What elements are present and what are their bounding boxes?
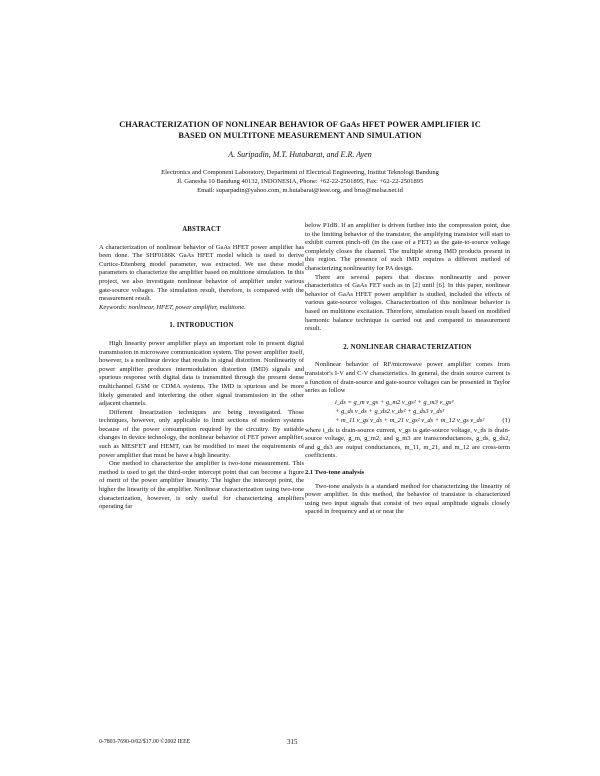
paper-title-line-1: CHARACTERIZATION OF NONLINEAR BEHAVIOR OF GaAs HFET POWER AMPLIFIER IC bbox=[119, 120, 481, 129]
abstract-heading: ABSTRACT bbox=[182, 226, 221, 233]
ieee-copyright-code: 0-7803-7690-0/02/$17.00 ©2002 IEEE bbox=[99, 739, 191, 745]
taylor-series-equation bbox=[305, 398, 510, 425]
equation-line-2: + g_ds v_ds + g_ds2 v_ds² + g_ds3 v_ds³ bbox=[335, 407, 445, 415]
equation-line-3: + m_11 v_gs v_ds + m_21 v_gs² v_ds + m_12 v_gs v_ds² bbox=[335, 416, 485, 424]
nonlinear-characterization-heading: 2. NONLINEAR CHARACTERIZATION bbox=[343, 343, 472, 351]
paper-title-line-2: BASED ON MULTITONE MEASUREMENT AND SIMULATION bbox=[178, 131, 422, 140]
intro-paragraph-2: Different linearization techniques are being investigated. Those techniques, however, only applicable to limit sections of modern systems because of the power consumption required by the circuitry. By suitable changes in device technology, the nonlinear behavior of FET power amplifier, such as MESFET and HEMT, can be modified to meet the requirements of power amplifier that must be have a high linearity. bbox=[99, 408, 304, 459]
author-emails: Email: suparpadin@yahoo.com, m.hutabarat@ieee.org, and brus@melsa.net.id bbox=[197, 187, 403, 194]
right-paragraph-2: There are several papers that discuss nonlinearity and power characteristics of GaAs FET such as in [2] until [6]. In this paper, nonlinear behavior of GaAs HFET power amplifier is studied, included the effects of various gate-source voltages. Characterization of this nonlinear behavior is based on multitone excitation. Therefore, simulation result based on modified harmonic balance technique is carried out and compared to measurement result. bbox=[305, 273, 510, 333]
two-tone-paragraph: Two-tone analysis is a standard method for characterizing the linearity of power amplifier. In this method, the behavior of transistor is characterized using two input signals that consist of two equal amplitude signals closely spaced in frequency and at or near the bbox=[305, 482, 510, 516]
intro-paragraph-3: One method to characterize the amplifier is two-tone measurement. This method is used to get the third-order intercept point that can become a figure of merit of the power amplifier linearity. The higher the intercept point, the higher the linearity of the amplifier. Nonlinear characterization using two-tone characterization, however, is only useful for characterizing amplifiers operating far bbox=[99, 460, 304, 511]
introduction-heading: 1. INTRODUCTION bbox=[169, 322, 234, 330]
nonlinear-paragraph-1: Nonlinear behavior of RF/microwave power amplifier comes from transistor's I-V and C-V characteristics. In general, the drain source current is a function of drain-source and gate-source voltages can be presented in Taylor series as follow bbox=[305, 361, 510, 395]
keywords: Keywords: nonlinear, HFET, power amplifier, multitone. bbox=[99, 303, 246, 311]
affiliation-line-1: Electronics and Component Laboratory, Department of Electrical Engineering, Institut Teknologi Bandung bbox=[161, 169, 439, 176]
left-column bbox=[99, 226, 304, 512]
right-column bbox=[305, 222, 510, 517]
equation-line-1: i_ds = g_m v_gs + g_m2 v_gs² + g_m3 v_gs³ bbox=[335, 398, 454, 406]
two-tone-analysis-heading: 2.1 Two-tone analysis bbox=[305, 469, 365, 477]
affiliation-block bbox=[60, 168, 540, 195]
equation-explanation: where i_ds is drain-source current, v_gs is gate-source voltage, v_ds is drain-source voltage, g_m, g_m2, and g_m3 are transconductances, g_ds, g_ds2, and g_ds3 are output conductances, m_11, m_21, and m_12 are cross-term coefficients. bbox=[305, 426, 510, 460]
intro-paragraph-1: High linearity power amplifier plays an important role in present digital transmission in microwave communication system. The power amplifier itself, however, is a nonlinear device that results in signal distortion. Nonlinearity of power amplifier produces intermodulation distortion (IMD) signals and spurious response with digital data is transmitted through the present dense multichannel GSM or CDMA systems. The IMD is spurious and be more likely generated and interfering the other signal transmission in the other adjacent channels. bbox=[99, 339, 304, 408]
paper-authors: A. Suripadin, M.T. Hutabarat, and E.R. Ayen bbox=[228, 150, 372, 159]
affiliation-line-2: Jl. Ganesha 10 Bandung 40132, INDONESIA, Phone: +62-22-2501895, Fax: +62-22-2501895 bbox=[176, 178, 424, 185]
paper-title bbox=[60, 119, 540, 141]
page-number: 315 bbox=[287, 738, 298, 746]
abstract-text: A characterization of nonlinear behavior of GaAs HFET power amplifier has been done. The SHF0186K GaAs HFET model which is used to derive Curtice-Ettenberg model parameter, was extracted. We use these model parameters to characterize the amplifier based on multitone simulation. In this project, we also investigate nonlinear behavior of amplifier under various gate-source voltages. The simulation result, therefore, is compared with the measurement result. bbox=[99, 243, 304, 303]
right-paragraph-1: below P1dB. If an amplifier is driven further into the compression point, due to the limiting behavior of the transistor, the amplifying transistor will start to exhibit current pinch-off (in the case of a FET) as the gate-to-source voltage completely closes the channel. The multiple strong IMD products present in this region. The presence of such IMD requires a different method of characterizing nonlinearity for PA design. bbox=[305, 222, 510, 272]
equation-number: (1) bbox=[502, 416, 510, 424]
